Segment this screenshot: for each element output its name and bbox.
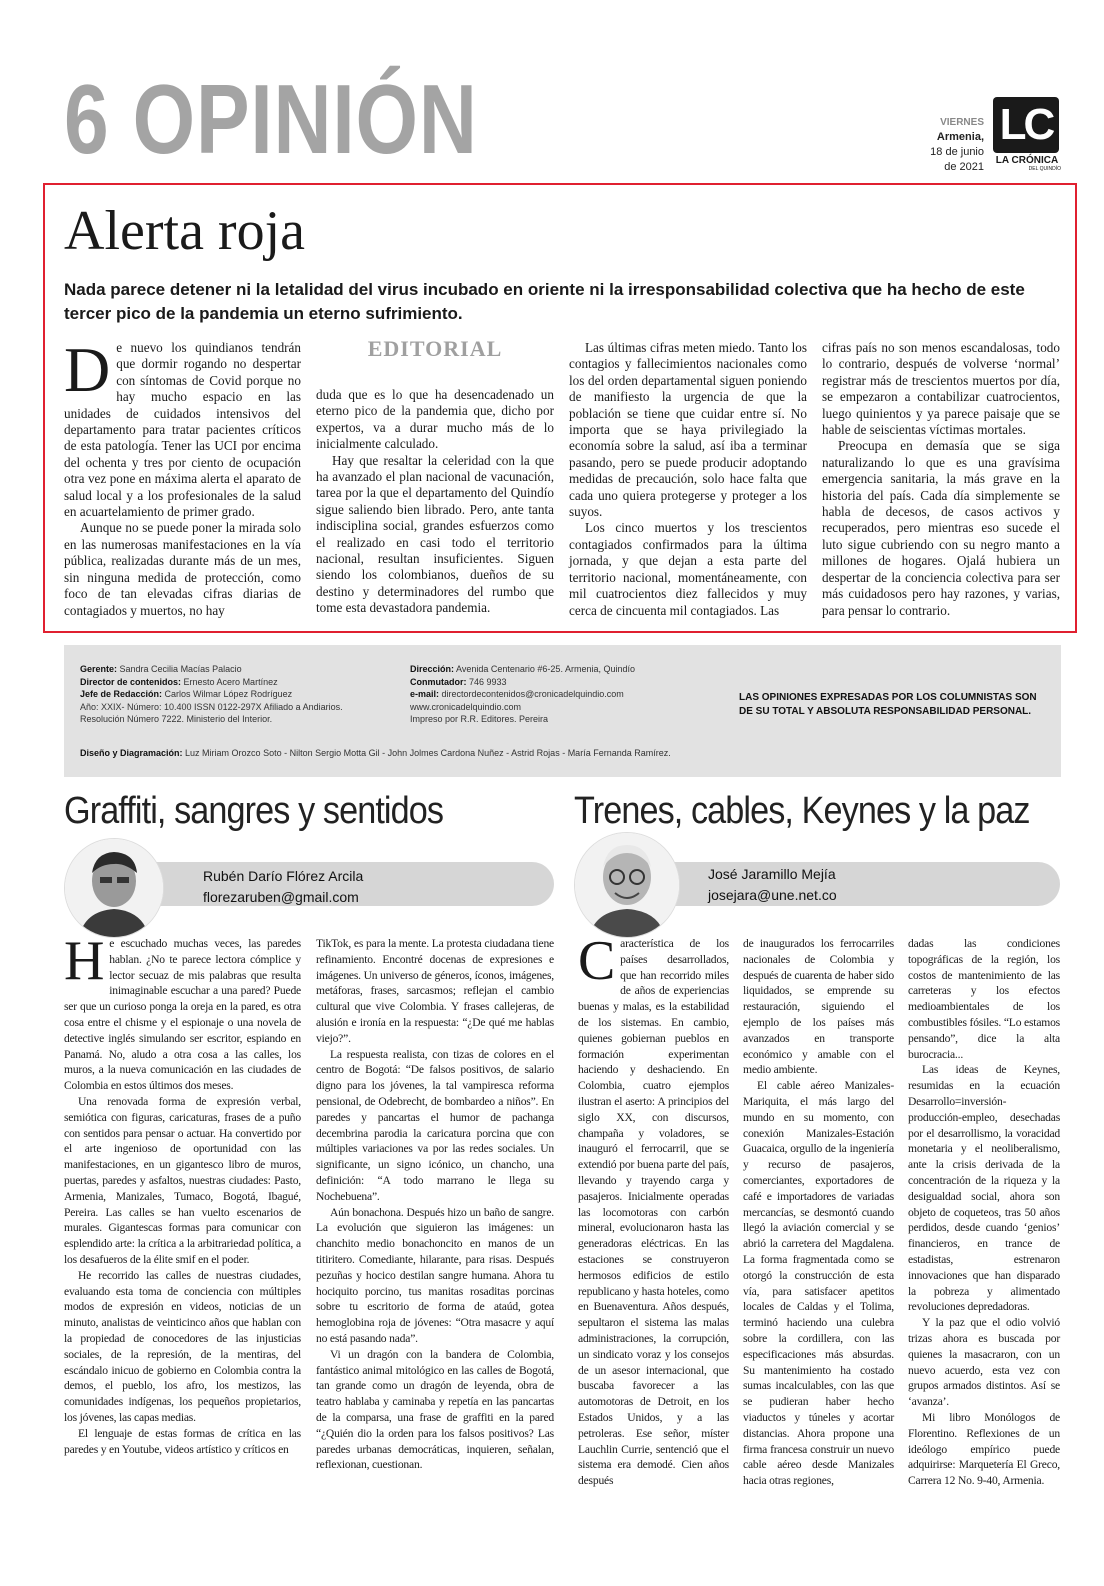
editorial-column-1 — [64, 334, 301, 619]
right-dropcap: C — [578, 930, 616, 992]
right-column-title: Trenes, cables, Keynes y la paz — [574, 790, 1030, 832]
paragraph: Vi un dragón con la bandera de Colombia, fantástico animal mitológico en las calles de Bogotá, tan grande como un dragón de leyenda, obra de teatro hablaba y caminaba y repetía en las pancartas de la comparsa, una frase de graffiti en la pared “¿Quién dio la orden para los falsos positivos? Las paredes urbanas democráticas, inquieren, señalan, reflexionan, cuestionan. — [316, 1347, 554, 1472]
logo-sub: DEL QUINDÍO — [1028, 166, 1061, 172]
editorial-column-3 — [569, 340, 807, 619]
logo-name: LA CRÓNICA — [995, 155, 1059, 166]
right-text-column-3 — [908, 936, 1060, 1489]
staff-ano: Año: XXIX- Número: 10.400 ISSN 0122-297X Afiliado a Andiarios. — [80, 701, 343, 712]
staff-box — [64, 645, 1061, 777]
paragraph: cifras país no son menos escandalosas, todo lo contrario, después de volverse ‘normal’ registrar más de trescientos muertos por día, se empezaron a contabilizar cuatrocientos, luego quinientos y ya parece paisaje que se hable de seiscientas víctimas mortales. — [822, 340, 1060, 438]
paragraph: de inaugurados los ferrocarriles nacionales de Colombia y después de cuarenta de haber sido liquidados, se emprende su restauración, siguiendo el ejemplo de los países más avanzados en transporte económico y amable con el medio ambiente. — [743, 937, 894, 1077]
section-title: 6 OPINIÓN — [64, 64, 478, 174]
staff-col-mid — [410, 663, 730, 726]
editorial-column-4 — [822, 340, 1060, 619]
paragraph: TikTok, es para la mente. La protesta ciudadana tiene refinamiento. Encontré docenas de expresiones e imágenes. Un universo de géneros, íconos, imágenes, metáforas, frases, sarcasmos; reflejan el cambio cultural que vive Colombia. Y frases callejeras, de alusión e ironía en la respuesta: “¿De qué me hablas viejo?”. — [316, 937, 554, 1045]
paragraph: e escuchado muchas veces, las paredes hablan. ¿No te parece lectora cómplice y lector secuaz de mis palabras que resulta inimaginable escuchar a una pared? Puede ser que un curioso ponga la oreja en la pared, es otra cosa entre el chisme y el espionaje o una novela de detective inglés simulando ser escritor, espiando en Panamá. No, aludo a otra cosa a las calles, los muros, a la nueva comunicación en las ciudades de Colombia en estos últimos dos meses. — [64, 937, 301, 1093]
staff-value: Ernesto Acero Martínez — [183, 676, 278, 687]
staff-label: Conmutador: — [410, 676, 467, 687]
paragraph: He recorrido las calles de nuestras ciudades, evaluando esta toma de conciencia con múltiples modos de expresión en videos, noticias de un minuto, analistas de veinticinco años que hablan con la propiedad de conocedores de las injusticias sociales, de la represión, de la mentiras, del escándalo inicuo de gobierno en Colombia contra la demos, el pueblo, los afro, los mestizos, las comunidades indígenas, los pequeños propietarios, los jóvenes, las capas medias. — [64, 1268, 301, 1424]
paragraph: Una renovada forma de expresión verbal, semiótica con figuras, caricaturas, frases de a puño con sentidos para pensar o actuar. Ha convertido por el arte ingenioso de oportunidad con las manifestaciones, en un gigantesco libro de muros, puertas, paredes y asfaltos, nuestras ciudades: Pasto, Armenia, Manizales, Tumaco, Bogotá, Ibagué, Pereira. Las calles se han vuelto escenarios de murales. Gigantescas formas para comunicar con esplendido arte: la crítica a la arbitrariedad política, a los desafueros de la élite smif en el poder. — [64, 1094, 301, 1266]
dateline — [930, 115, 984, 175]
staff-notice: LAS OPINIONES EXPRESADAS POR LOS COLUMNISTAS SON DE SU TOTAL Y ABSOLUTA RESPONSABILIDAD PERSONAL. — [739, 692, 1037, 717]
newspaper-logo[interactable] — [993, 97, 1061, 172]
date-line2: de 2021 — [944, 161, 984, 173]
staff-label: Director de contenidos: — [80, 676, 182, 687]
editorial-label: EDITORIAL — [367, 336, 503, 361]
editorial-lede: Nada parece detener ni la letalidad del virus incubado en oriente ni la irresponsabilidad colectiva que ha hecho de este tercer pico de la pandemia un eterno sufrimiento. — [64, 280, 1025, 323]
paragraph: aracterística de los países desarrollados, que han recorrido miles de años de experiencias buenas y malas, es la estabilidad de los sistemas. En cambio, quienes gobiernan pueblos en formación experimentan haciendo y deshaciendo. En Colombia, cuatro ejemplos ilustran el aserto: A principios del siglo XX, con discursos, champaña y voladores, se inauguró el ferrocarril, que se extendió por buena parte del país, llevando y trayendo carga y pasajeros. Inicialmente operadas las locomotoras con carbón mineral, evolucionaron hasta las generadoras eléctricas. En las estaciones se construyeron hermosos edificios de estilo republicano y hasta hoteles, como en Buenaventura. Años después, sepultaron el sistema las malas administraciones, la corrupción, un sindicato voraz y los consejos de un asesor internacional, que buscaba favorecer a las automotoras de Detroit, en los Estados Unidos, y a las petroleras. Ese señor, míster Lauchlin Currie, sentenció que el sistema era demodé. Cien años después — [578, 937, 729, 1488]
paragraph: Mi libro Monólogos de Florentino. Reflexiones de un ideólogo empírico puede adquirirse: Marquetería El Greco, Carrera 12 No. 9-40, Armenia. — [908, 1410, 1060, 1488]
paragraph: Aunque no se puede poner la mirada solo en las numerosas manifestaciones en la vía pública, realizadas durante más de un mes, sin ninguna medida de protección, como foco de tan elevadas cifras diarias de contagiados y muertos, no hay — [64, 520, 301, 618]
left-author-email[interactable]: florezaruben@gmail.com — [203, 889, 359, 905]
staff-web-link[interactable]: www.cronicadelquindio.com — [410, 701, 522, 712]
left-author-name: Rubén Darío Flórez Arcila — [203, 868, 364, 884]
paragraph: Aún bonachona. Después hizo un baño de sangre. La evolución que siguieron las imágenes: un chanchito medio bonachoncito en manos de un titiritero. Comediante, hilarante, para risas. Después pezuñas y hocico destilan sangre humana. Ahora tu hociquito porcino, tus manitas rosaditas porcinas sobre tu escritorio de forma de ataúd, gotea hemoglobina roja de jóvenes: “Otra masacre y aquí no está pasando nada”. — [316, 1205, 554, 1345]
left-dropcap: H — [64, 930, 105, 992]
paragraph: Las últimas cifras meten miedo. Tanto los contagios y fallecimientos nacionales como los del orden departamental siguen poniendo de manifiesto la urgencia de que la población se tiene que cuidar entre sí. No importa que se haya privilegiado la economía sobre la salud, así iba a terminar pasando, pero se puede producir adoptando medidas de precaución, solo hace falta que cada uno quiera protegerse y proteger a los suyos. — [569, 340, 807, 520]
date-line1: 18 de junio — [930, 146, 984, 158]
left-text-column-2 — [316, 936, 554, 1473]
editorial-title: Alerta roja — [64, 200, 305, 262]
author-portrait-icon — [65, 839, 163, 937]
staff-label: Diseño y Diagramación: — [80, 748, 183, 758]
staff-value: Avenida Centenario #6-25. Armenia, Quindío — [456, 664, 635, 674]
right-author-email[interactable]: josejara@une.net.co — [708, 887, 837, 903]
paragraph: El cable aéreo Manizales-Mariquita, el más largo del mundo en su momento, con conexión Manizales-Estación Guacaica, orgullo de la ingeniería y recurso de pasajeros, comerciantes, exportadores de café e importadores de variadas mercancías, se desmontó cuando llegó la aviación comercial y se abrió la carretera del Magdalena. La forma fragmentada como se otorgó la construcción de esta vía, para satisfacer apetitos locales de Caldas y el Tolima, terminó haciendo una culebra sobre la cordillera, con las especificaciones más absurdas. Su mantenimiento ha costado sumas incalculables, con las que se pudieran haber hecho viaductos y túneles y acortar distancias. Ahora propone una firma francesa construir un nuevo cable aéreo desde Manizales hacia otras regiones, — [743, 1079, 894, 1488]
paragraph: La respuesta realista, con tizas de colores en el centro de Bogotá: “De falsos positivos, de salario digno para los jóvenes, la tal vampiresca reforma pensional, de Odebrecht, de bombardeo a niños”. En paredes y pancartas el humor de pachanga decembrina parodia la caricatura porcina que con múltiples variaciones va por las redes sociales. Un significante, un signo icónico, un chancho, una definición: “A todo marrano le llega su Nochebuena”. — [316, 1047, 554, 1203]
left-column-title: Graffiti, sangres y sentidos — [64, 790, 444, 832]
paragraph: Hay que resaltar la celeridad con la que ha avanzado el plan nacional de vacunación, tarea por la que el departamento del Quindío sigue saliendo bien librado. Pero, ante tanta indisciplina social, grandes esfuerzos como el realizado en casi todo el territorio nacional, resultan insuficientes. Siguen siendo los colombianos, dueños de su destino y determinadores del rumbo que tome esta devastadora pandemia. — [316, 452, 554, 616]
paragraph: Los cinco muertos y los trescientos contagiados confirmados para la última jornada, y que dejan a esta parte del territorio nacional, momentáneamente, con mil cuatrocientos diez fallecidos y muy cerca de cincuenta mil contagiados. Las — [569, 520, 807, 618]
staff-label: Gerente: — [80, 664, 118, 674]
paragraph: Preocupa en demasía que se siga naturalizando lo que es una gravísima emergencia sanitaria, la más grave en la historia del país. Cada día simplemente se habla de decesos, de casos activos y recuperados, pero mientras eso sucede el luto sigue cubriendo con su negro manto a millones de hogares. Ojalá hubiera un despertar de la conciencia colectiva para ser más cuidadosos pero hay razones, y varias, para pensar lo contrario. — [822, 438, 1060, 618]
paragraph: e nuevo los quindianos tendrán que dormir rogando no despertar con síntomas de Covid porque no hay mucho espacio en las unidades de cuidados intensivos del departamento para tratar pacientes críticos de esta patología. Tener las UCI por encima del ochenta y tres por ciento de ocupación otra vez pone en máxima alerta el aparato de salud local y a los profesionales de la salud en acuartelamiento de primer grado. — [64, 340, 301, 520]
staff-label: Jefe de Redacción: — [80, 689, 163, 699]
right-text-column-1 — [578, 930, 729, 1489]
right-text-column-2 — [743, 936, 894, 1489]
staff-col-left — [80, 663, 410, 726]
author-portrait-icon — [575, 833, 679, 937]
paragraph: duda que es lo que ha desencadenado un eterno pico de la pandemia que, dicho por expertos, va a durar mucho más de lo inicialmente calculado. — [316, 387, 554, 452]
staff-value: Luz Miriam Orozco Soto - Nilton Sergio Motta Gil - John Jolmes Cardona Nuñez - Astrid Rojas - María Fernanda Ramírez. — [185, 748, 671, 758]
staff-value: Sandra Cecilia Macías Palacio — [119, 664, 242, 674]
staff-value: Carlos Wilmar López Rodríguez — [164, 689, 293, 699]
date-city: Armenia, — [936, 131, 984, 143]
paragraph: dadas las condiciones topográficas de la región, los costos de mantenimiento de las carreteras y los efectos medioambientales de los combustibles fósiles. “Lo estamos pensando”, dice la alta burocracia... — [908, 937, 1060, 1061]
editorial-dropcap: D — [64, 334, 111, 405]
left-author-avatar — [64, 838, 164, 938]
staff-label: e-mail: — [410, 689, 440, 699]
editorial-column-2 — [316, 387, 554, 617]
staff-email-link[interactable]: directordecontenidos@cronicadelquindio.com — [441, 689, 624, 699]
left-text-column-1 — [64, 930, 301, 1457]
staff-design — [80, 747, 1040, 760]
staff-label: Dirección: — [410, 664, 455, 674]
right-author-avatar — [574, 832, 680, 938]
right-byline-bar — [630, 862, 1060, 906]
logo-mark: LC — [993, 97, 1059, 153]
paragraph: Las ideas de Keynes, resumidas en la ecuación Desarrollo=inversión- producción-empleo, desechadas por el desarrollismo, la voracidad monetaria y el neoliberalismo, ante la crisis derivada de la concentración de la riqueza y la desigualdad social, ahora son objeto de coqueteos, tras 50 años perdidos, desde cuando ‘genios’ financieros, en trance de estadistas, estrenaron innovaciones que han disparado la pobreza y alimentado revoluciones depredadoras. — [908, 1063, 1060, 1314]
staff-impreso: Impreso por R.R. Editores. Pereira — [410, 714, 549, 724]
staff-resolucion: Resolución Número 7222. Ministerio del Interior. — [80, 714, 273, 724]
date-day: VIERNES — [940, 117, 984, 128]
right-author-name: José Jaramillo Mejía — [708, 866, 836, 882]
staff-value: 746 9933 — [469, 676, 507, 687]
paragraph: Y la paz que el odio volvió trizas ahora es buscada por quienes la masacraron, con un nuevo acuerdo, esta vez con grupos armados distintos. Así se ‘avanza’. — [908, 1316, 1060, 1409]
paragraph: El lenguaje de estas formas de crítica en las paredes y en Youtube, videos artístico y críticos en — [64, 1426, 301, 1456]
